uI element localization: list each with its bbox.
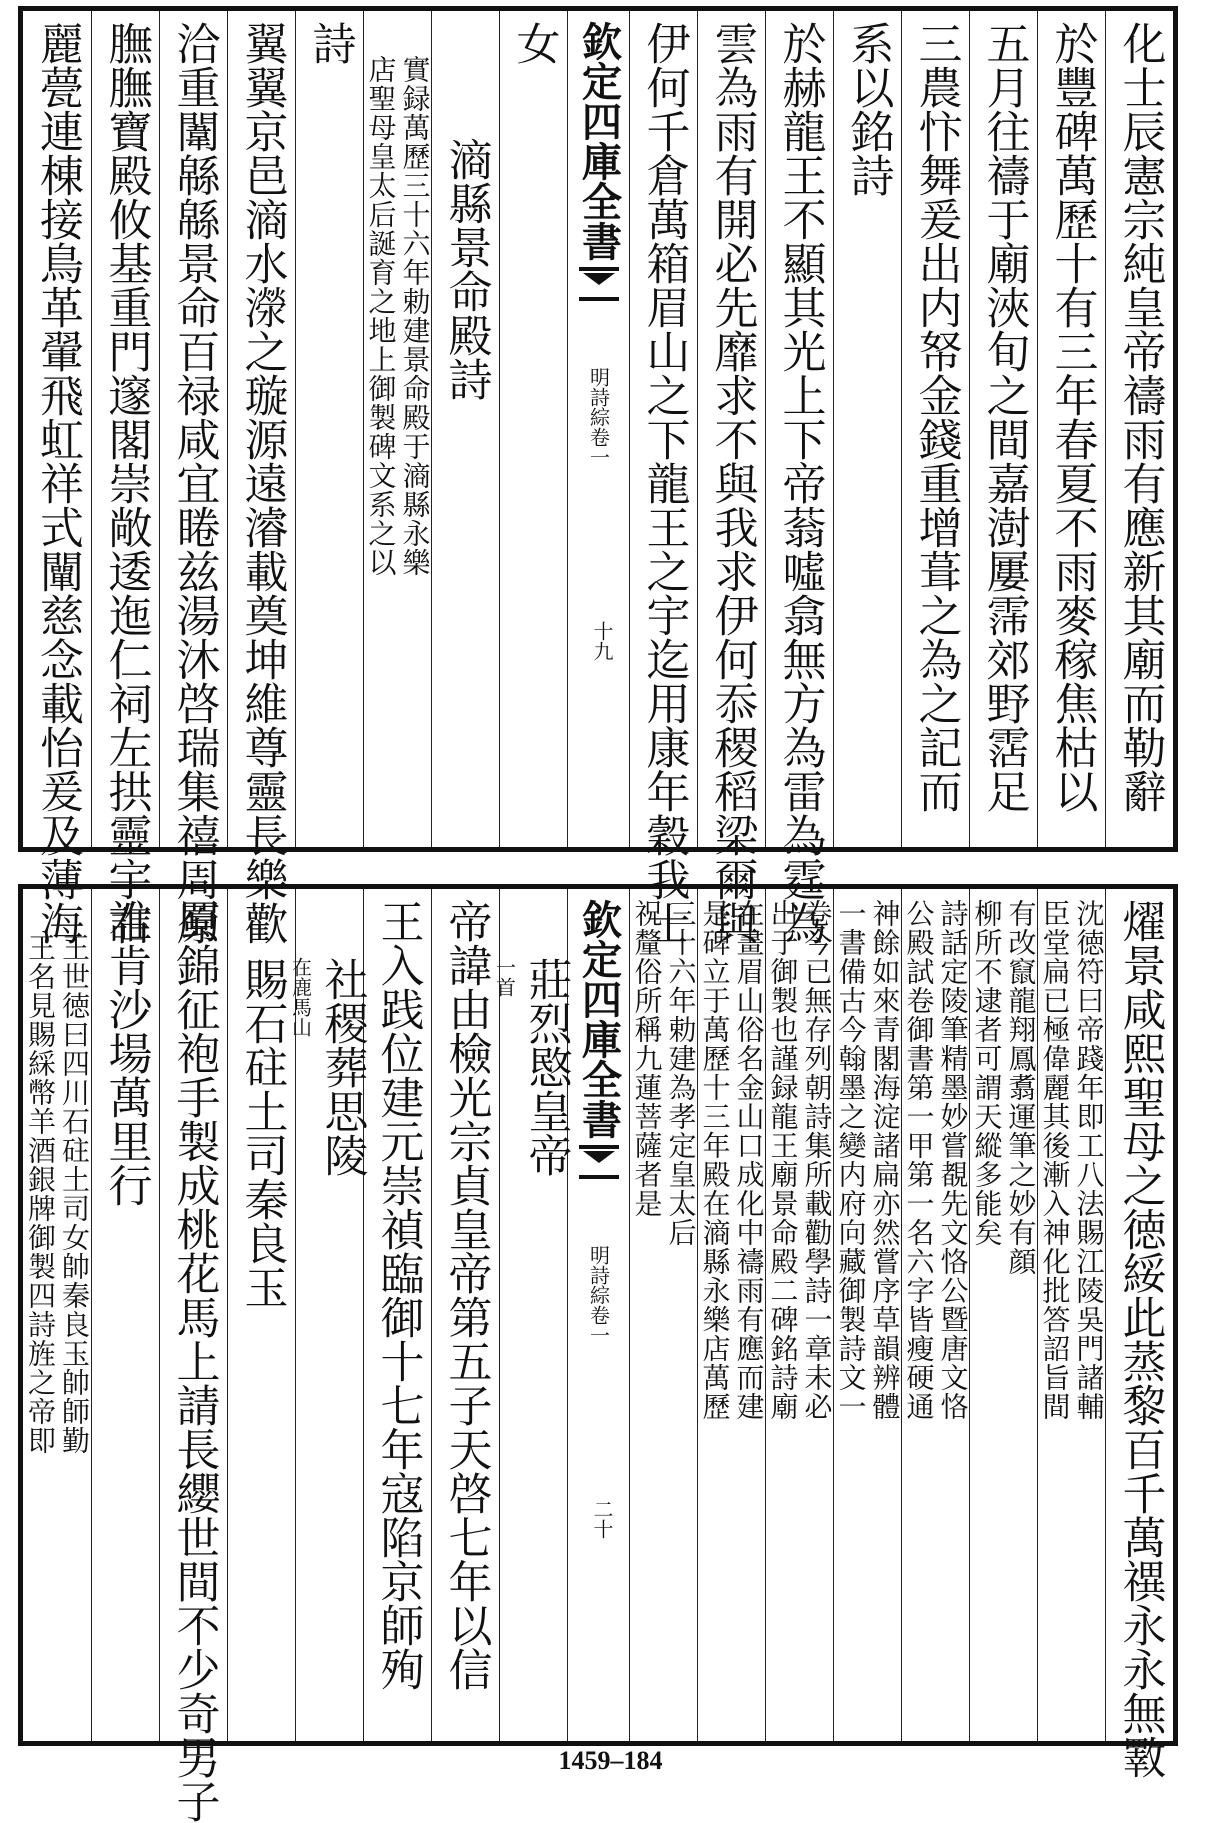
text-column — [629, 11, 697, 945]
banner-page-number: 十九 — [590, 621, 614, 661]
text-column — [697, 889, 765, 1741]
column-text: 女 — [508, 21, 560, 65]
banner-column — [567, 889, 629, 1741]
column-text: 公殿試卷御書第一甲第一名六字皆瘦硬通 — [902, 899, 936, 1421]
text-column — [969, 889, 1037, 1741]
banner-column — [567, 11, 629, 847]
column-text: 燿景咸熙聖母之徳綏此蒸黎百千萬禩永永無斁 — [1114, 899, 1166, 1779]
column-text: 王世徳曰四川石砫土司女帥秦良玉帥師勤 — [58, 933, 91, 1455]
text-column — [91, 889, 159, 1741]
text-column — [23, 889, 91, 1741]
page-footer-code: 1459–184 — [558, 1746, 663, 1775]
column-text: 卷今已無存列朝詩集所載勸學詩一章未必 — [800, 899, 834, 1421]
column-text: 詩 — [304, 21, 356, 65]
column-text: 三十六年勅建為孝定皇太后 — [664, 899, 698, 1247]
column-text: 化士辰憲宗純皇帝禱雨有應新其廟而勒辭 — [1114, 21, 1166, 813]
column-text: 神餘如來青閣海淀諸扁亦然嘗序草韻辨體 — [868, 899, 902, 1421]
column-text: 於赫龍王不顯其光上下帝蓊噓翕無方為雷為霆為 — [774, 21, 826, 945]
column-text: 三農忭舞爰出内帑金錢重增葺之為之記而 — [910, 21, 962, 813]
column-text: 滳縣景命殿詩 — [440, 137, 492, 401]
banner-volume: 卷一 — [586, 1305, 611, 1345]
banner-title: 欽定四庫全書 — [575, 21, 623, 261]
text-column — [159, 11, 227, 945]
column-text: 麗甍連棟接鳥革翬飛虹祥式闡慈念載怡爰及薄海 — [32, 21, 83, 945]
text-column — [765, 889, 833, 1741]
column-text: 膴膴寶殿攸基重門邃閣崇敞逶迤仁祠左拱靈宇右 — [100, 21, 152, 945]
text-column — [295, 11, 363, 847]
text-column — [697, 11, 765, 945]
text-column — [227, 11, 295, 945]
column-text: 於豐碑萬歷十有三年春夏不雨麥稼焦枯以 — [1046, 21, 1098, 813]
fish-tail-mark-icon — [579, 1145, 619, 1179]
column-text: 莊烈愍皇帝 — [520, 957, 572, 1177]
text-column — [288, 889, 368, 1741]
text-column — [492, 889, 572, 1741]
text-column — [1037, 889, 1105, 1741]
text-column — [1037, 11, 1105, 847]
text-column — [969, 11, 1037, 847]
banner-page-number: 二十 — [590, 1499, 614, 1539]
text-column — [227, 889, 295, 1741]
text-column — [833, 889, 901, 1741]
column-text: 祝釐俗所稱九蓮菩薩者是 — [630, 899, 664, 1218]
column-text: 沈徳符曰帝踐年即工八法賜江陵吳門諸輔 — [1072, 899, 1106, 1421]
column-text: 柳所不逮者可謂天縱多能矣 — [970, 899, 1004, 1247]
text-column — [91, 11, 159, 945]
column-text: 實録萬歷三十六年勅建景命殿于滳縣永樂 — [398, 55, 432, 577]
text-column — [833, 11, 901, 847]
column-text: 雲為雨有開必先靡求不與我求伊何忝稷稻梁爾與 — [706, 21, 758, 945]
text-column — [499, 11, 567, 847]
banner-title: 欽定四庫全書 — [575, 899, 623, 1139]
banner-book-title: 明詩綜 — [586, 367, 611, 427]
text-column — [901, 11, 969, 847]
text-column — [901, 889, 969, 1741]
column-note: 一首 — [492, 957, 517, 997]
column-text: 詩話定陵筆精墨妙嘗覩先文恪公暨唐文恪 — [936, 899, 970, 1421]
text-column — [765, 11, 833, 945]
fish-tail-mark-icon — [579, 267, 619, 301]
column-text: 是碑立于萬歷十三年殿在滳縣永樂店萬歷 — [698, 899, 732, 1421]
column-text: 臣堂扁已極偉麗其後漸入神化批答詔旨間 — [1038, 899, 1072, 1421]
text-column — [1105, 889, 1173, 1779]
column-text: 蜀錦征袍手製成桃花馬上請長纓世間不少奇男子 — [168, 899, 220, 1823]
column-text: 系以銘詩 — [842, 21, 894, 197]
column-note: 在鹿馬山 — [288, 957, 313, 1037]
column-text: 洽重闈緜緜景命百禄咸宜睠兹湯沐啓瑞集禧周原 — [168, 21, 220, 945]
text-column — [159, 889, 227, 1823]
column-text: 王名見賜綵幣羊酒銀牌御製四詩旌之帝即 — [24, 933, 57, 1455]
text-column — [431, 11, 499, 847]
text-column — [363, 11, 431, 847]
column-text: 賜石砫土司秦良玉 — [236, 957, 288, 1309]
column-text: 誰肯沙場萬里行 — [100, 899, 152, 1207]
column-text: 五月往禱于廟浹旬之間嘉澍屢霈郊野霑足 — [978, 21, 1030, 813]
column-text: 有改竄龍翔鳳翥運筆之妙有顔 — [1004, 899, 1038, 1276]
top-page — [18, 6, 1178, 945]
column-text: 一書備古今翰墨之變内府向藏御製詩文一 — [834, 899, 868, 1421]
text-column — [629, 889, 697, 1741]
column-text: 王入践位建元崇禎臨御十七年寇陷京師殉 — [372, 899, 424, 1691]
column-text: 伊何千倉萬箱眉山之下龍王之宇迄用康年穀我士 — [638, 21, 690, 945]
column-text: 在畫眉山俗名金山口成化中禱雨有應而建 — [732, 899, 766, 1421]
column-text: 翼翼京邑滳水濴之璇源遠濬載奠坤維尊靈長樂歡 — [236, 21, 288, 945]
text-column — [23, 11, 91, 945]
text-column — [1105, 11, 1173, 847]
column-text: 出于御製也謹録龍王廟景命殿二碑銘詩廟 — [766, 899, 800, 1421]
text-column — [431, 889, 499, 1741]
banner-volume: 卷一 — [586, 427, 611, 467]
column-text: 店聖母皇太后誕育之地上御製碑文系之以 — [364, 55, 398, 577]
column-text: 帝諱由檢光宗貞皇帝第五子天啓七年以信 — [440, 899, 492, 1691]
column-text: 社稷葬思陵 — [316, 957, 368, 1177]
text-column — [363, 889, 431, 1741]
banner-book-title: 明詩綜 — [586, 1245, 611, 1305]
